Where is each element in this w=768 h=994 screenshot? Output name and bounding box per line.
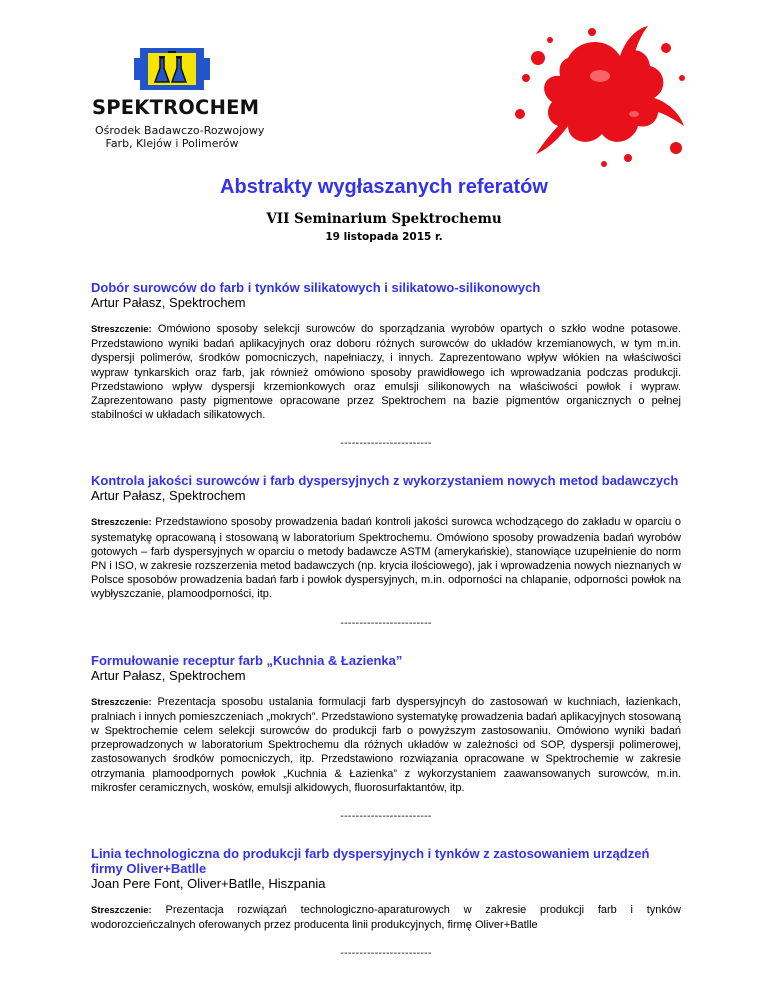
logo-brand: SPEKTROCHEM: [92, 96, 260, 119]
logo-subtitle-2: Farb, Klejów i Polimerów: [105, 137, 239, 150]
section-author: Joan Pere Font, Oliver+Batlle, Hiszpania: [91, 876, 326, 892]
section-author: Artur Pałasz, Spektrochem: [91, 488, 246, 504]
abstracts-list: [91, 280, 681, 983]
abstract-label: Streszczenie:: [91, 324, 152, 335]
abstract-section: [91, 653, 681, 795]
section-title: Linia technologiczna do produkcji farb dyspersyjnych i tynków z zastosowaniem urządzeń firmy Oliver+Batlle: [91, 846, 650, 877]
abstract-text: Omówiono sposoby selekcji surowców do sporządzania wyrobów opartych o szkło wodne potasowe. Przedstawiono wyniki badań aplikacyjnych oraz doboru różnych surowców do układów krzemianowych, w tym m.in. dyspersji polimerów, środków pomocniczych, napełniaczy, i innych. Zaprezentowano wpływ włókien na właściwości wypraw tynkarskich oraz farb, jak również omówiono sposoby prawidłowego ich wprowadzania podczas produkcji. Przedstawiono wpływ dyspersji krzemionkowych oraz emulsji silikonowych na właściwości powłok i wypraw. Zaprezentowano pasty pigmentowe opracowane przez Spektrochem na bazie pigmentów organicznych o pełnej stabilności w układach silikatowych.: [91, 323, 681, 422]
separator: ------------------------: [340, 617, 432, 629]
separator: ------------------------: [340, 438, 432, 450]
abstract-section: [91, 846, 681, 932]
abstract-text: Przedstawiono sposoby prowadzenia badań kontroli jakości surowca wchodzącego do zakładu w oparciu o systematykę opracowaną i stosowaną w laboratorium Spektrochemu. Omówiono sposoby prowadzenia badań wyrobów gotowych – farb dyspersyjnych w oparciu o metody badawcze ASTM (amerykańskie), stanowiące uzupełnienie do norm PN i ISO, w zakresie rozszerzenia metod badawczych (np. krycia ilościowego), jak i wprowadzenia nowych nieznanych w Polsce sposobów prowadzenia badań farb i powłok dyspersyjnych, m.in. odporności na chlapanie, odporności powłok na wybłyszczanie, plamoodporności, itp.: [91, 516, 682, 601]
abstract-text: Prezentacja sposobu ustalania formulacji farb dyspersyjncyh do zastosowań w kuchniach, łazienkach, pralniach i innych pomieszczeniach „mokrych”. Przedstawiono systematykę prowadzenia badań aplikacyjnych stosowaną w Spektrochemie celem selekcji surowców do produkcji farb o powyższym zastosowaniu. Omówiono wyniki badań przeprowadzonych w laboratorium Spektrochemu dla różnych układów w zależności od SOP, dyspersji polimerowej, zastosowanych środków pomocniczych, itp. Przedstawiono rozwiązania opracowane w Spektrochemie w zakresie otrzymania plamoodpornych powłok „Kuchnia & Łazienka” z wykorzystaniem zaawansowanych surowców, m.in. mikrosfer ceramicznych, wosków, emulsji alkidowych, fluorosurfaktantów, itp.: [91, 695, 682, 794]
section-title: Dobór surowców do farb i tynków silikatowych i silikatowo-silikonowych: [91, 280, 541, 295]
seminar-date: 19 listopada 2015 r.: [325, 231, 443, 243]
logo-subtitle-1: Ośrodek Badawczo-Rozwojowy: [95, 124, 265, 137]
separator: ------------------------: [340, 948, 432, 960]
section-title: Kontrola jakości surowców i farb dyspersyjnych z wykorzystaniem nowych metod badawczych: [91, 473, 679, 489]
abstract-section: [91, 280, 681, 422]
section-title: Formułowanie receptur farb „Kuchnia & Łazienka”: [91, 652, 403, 668]
section-author: Artur Pałasz, Spektrochem: [91, 667, 246, 683]
separator: ------------------------: [340, 811, 432, 823]
paint-splat-icon: [508, 18, 688, 168]
abstract-text: Prezentacja rozwiązań technologiczno-aparaturowych w zakresie produkcji farb i tynków wodorozcieńczalnych oferowanych przez producenta linii produkcyjnych, firmę Oliver+Batlle: [91, 904, 681, 932]
seminar-name: VII Seminarium Spektrochemu: [266, 211, 502, 227]
section-abstract: [91, 515, 681, 601]
section-abstract: [91, 903, 681, 932]
flask-logo-icon: [132, 44, 212, 94]
section-abstract: [91, 322, 681, 422]
section-abstract: [91, 695, 681, 795]
abstract-label: Streszczenie:: [91, 696, 152, 708]
spektrochem-logo: [92, 44, 265, 154]
section-author: Artur Pałasz, Spektrochem: [91, 295, 246, 310]
abstract-section: [91, 473, 681, 601]
abstract-label: Streszczenie:: [91, 905, 152, 917]
abstract-label: Streszczenie:: [91, 517, 152, 529]
page-title: Abstrakty wygłaszanych referatów: [220, 176, 548, 198]
